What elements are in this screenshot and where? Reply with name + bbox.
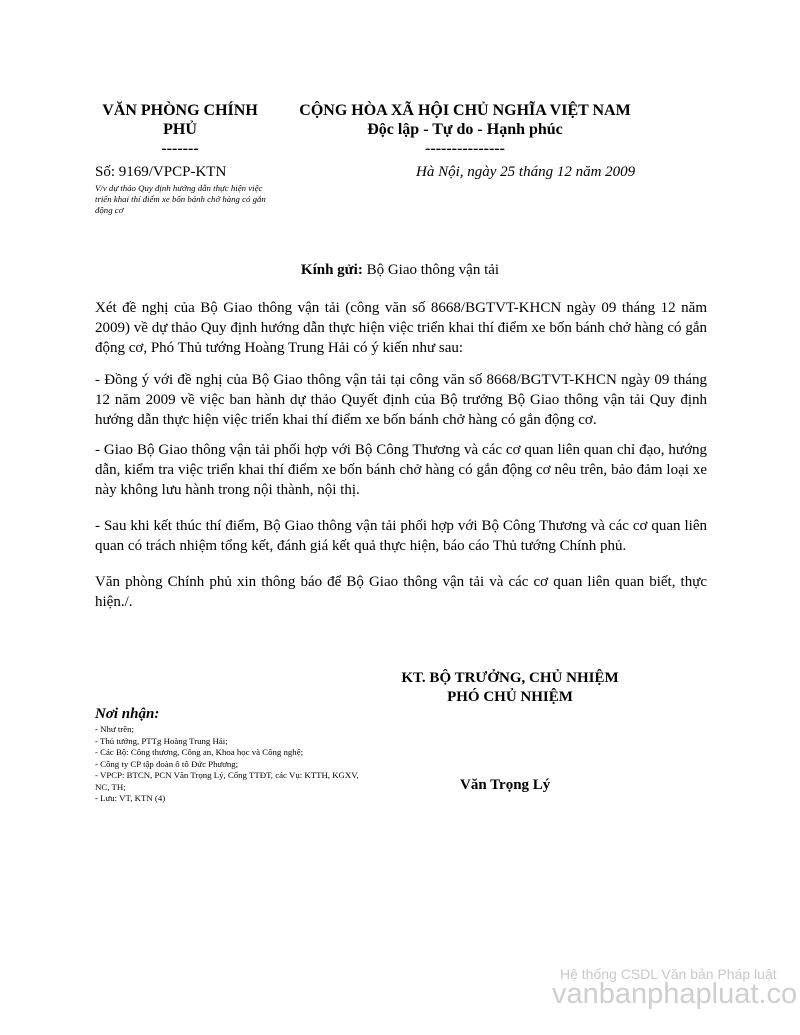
- recipient-item: - Công ty CP tập đoàn ô tô Đức Phương;: [95, 758, 239, 769]
- recipient-item: - Như trên;: [95, 724, 134, 734]
- recipient-item: - Thủ tướng, PTTg Hoàng Trung Hải;: [95, 735, 228, 746]
- recipient-item: - Các Bộ: Công thương, Công an, Khoa học và Công nghệ;: [95, 747, 304, 757]
- salutation-recipient: Bộ Giao thông vận tải: [362, 262, 500, 278]
- issuer-name-line2: PHỦ: [163, 121, 197, 138]
- salutation-label: Kính gửi:: [300, 262, 363, 278]
- place-date: Hà Nội, ngày 25 tháng 12 năm 2009: [416, 164, 636, 180]
- recipients-title: Nơi nhận:: [95, 706, 160, 722]
- body-paragraph-2: - Đồng ý với đề nghị của Bộ Giao thông vận tải tại công văn số 8668/BGTVT-KHCN ngày 09 tháng 12 năm 2009 về việc ban hành dự thảo Quyết định của Bộ trưởng Bộ Giao thông vận tải Quy định hướng dẫn thực hiện việc triển khai thí điểm xe bốn bánh chở hàng có gắn động cơ.: [95, 372, 707, 428]
- recipient-item: - Lưu: VT, KTN (4): [95, 793, 166, 803]
- document-subject: V/v dự thảo Quy định hướng dẫn thực hiện việc triển khai thí điểm xe bốn bánh chở hàng có gắn động cơ: [95, 183, 266, 215]
- signature-title-line1: KT. BỘ TRƯỞNG, CHỦ NHIỆM: [401, 670, 619, 686]
- national-motto-block: [290, 101, 640, 158]
- document-number: Số: 9169/VPCP-KTN: [95, 164, 227, 180]
- body-paragraph-4: - Sau khi kết thúc thí điểm, Bộ Giao thông vận tải phối hợp với Bộ Công Thương và các cơ quan liên quan có trách nhiệm tổng kết, đánh giá kết quả thực hiện, báo cáo Thủ tướng Chính phủ.: [95, 518, 707, 554]
- motto: Độc lập - Tự do - Hạnh phúc: [367, 121, 563, 138]
- body-paragraph-3: - Giao Bộ Giao thông vận tải phối hợp với Bộ Công Thương và các cơ quan liên quan chỉ đạo, hướng dẫn, kiểm tra việc triển khai thí điểm xe bốn bánh chở hàng có gắn động cơ nêu trên, bảo đảm loại xe này không lưu hành trong nội thành, nội thị.: [95, 442, 707, 498]
- nation-name: CỘNG HÒA XÃ HỘI CHỦ NGHĨA VIỆT NAM: [299, 102, 631, 119]
- issuer-block: [90, 101, 270, 158]
- watermark-line1: Hệ thống CSDL Văn bản Pháp luật: [560, 966, 777, 982]
- body-paragraph-5: Văn phòng Chính phủ xin thông báo để Bộ Giao thông vận tải và các cơ quan liên quan biết, thực hiện./.: [95, 574, 707, 610]
- recipients-list: [95, 724, 365, 805]
- signature-title: [380, 669, 640, 707]
- signature-title-line2: PHÓ CHỦ NHIỆM: [447, 689, 573, 705]
- issuer-rule: -------: [161, 140, 199, 157]
- body-paragraph-1: Xét đề nghị của Bộ Giao thông vận tải (công văn số 8668/BGTVT-KHCN ngày 09 tháng 12 năm 2009) về dự thảo Quy định hướng dẫn thực hiện việc triển khai thí điểm xe bốn bánh chở hàng có gắn động cơ, Phó Thủ tướng Hoàng Trung Hải có ý kiến như sau:: [95, 300, 707, 356]
- motto-rule: ---------------: [425, 140, 505, 157]
- signer-name: Văn Trọng Lý: [460, 777, 551, 793]
- issuer-name-line1: VĂN PHÒNG CHÍNH: [102, 102, 258, 119]
- watermark-line2: vanbanphapluat.co: [552, 978, 798, 1010]
- salutation: [0, 262, 800, 279]
- recipient-item: - VPCP: BTCN, PCN Văn Trọng Lý, Cổng TTĐT, các Vụ: KTTH, KGXV, NC, TH;: [95, 770, 359, 792]
